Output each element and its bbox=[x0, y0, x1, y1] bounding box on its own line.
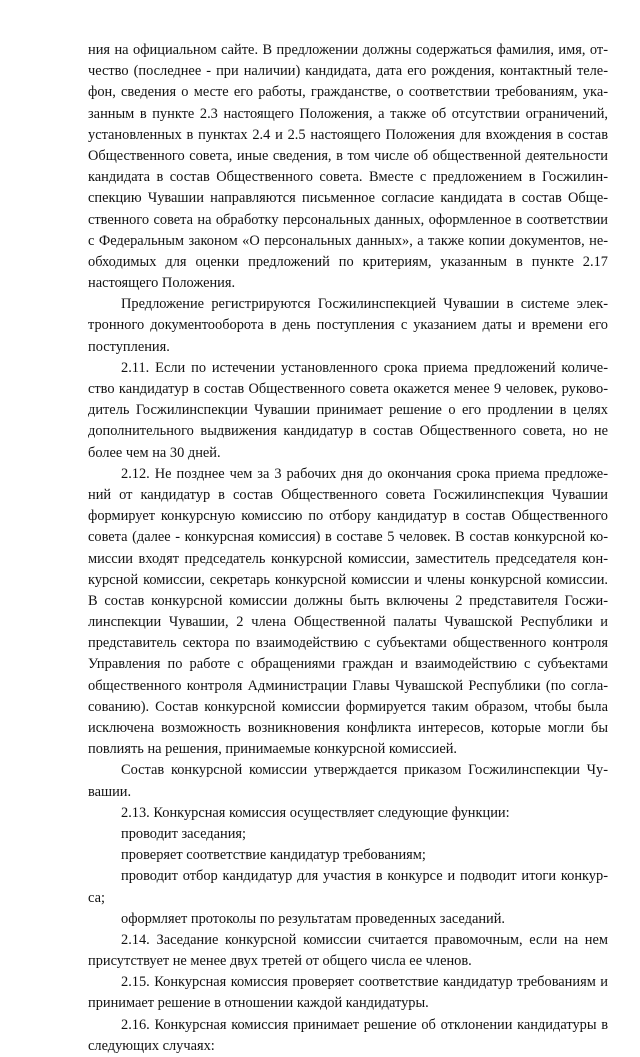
text-line: спекцию Чувашии направляются письменное согласие кандидата в состав Обще- bbox=[88, 190, 608, 207]
text-line: вашии. bbox=[88, 783, 132, 800]
text-line: Управления по работе с обращениями граждан и взаимодействию с субъектами bbox=[88, 656, 608, 673]
text-line: ственного совета на обработку персональных данных, оформленное в соответствии bbox=[88, 211, 608, 228]
text-line: курсной комиссии, секретарь конкурсной комиссии и члены конкурсной комиссии. bbox=[88, 571, 608, 588]
text-line: 2.11. Если по истечении установленного срока приема предложений количе- bbox=[121, 359, 608, 376]
text-line: линспекции Чувашии, 2 члена Общественной палаты Чувашской Республики и bbox=[88, 614, 608, 631]
text-line: занным в пункте 2.3 настоящего Положения, а также об отсутствии ограничений, bbox=[88, 105, 608, 122]
text-line: с Федеральным законом «О персональных данных», а также копии документов, не- bbox=[88, 232, 608, 249]
text-line: поступления. bbox=[88, 338, 170, 355]
document-body-text bbox=[88, 40, 608, 1057]
text-line: са; bbox=[88, 889, 105, 906]
text-line: миссии входят председатель конкурсной комиссии, заместитель председателя кон- bbox=[88, 550, 608, 567]
text-line: исключена возможность возникновения конфликта интересов, которые могли бы bbox=[88, 720, 608, 736]
text-line: 2.12. Не позднее чем за 3 рабочих дня до окончания срока приема предложе- bbox=[121, 465, 608, 482]
text-line: проводит заседания; bbox=[121, 825, 247, 842]
text-line: 2.14. Заседание конкурсной комиссии считается правомочным, если на нем bbox=[121, 931, 608, 948]
text-line: 2.15. Конкурсная комиссия проверяет соответствие кандидатур требованиям и bbox=[121, 974, 608, 991]
text-line: повлиять на решения, принимаемые конкурсной комиссией. bbox=[88, 741, 458, 758]
text-line: Общественного совета, иные сведения, в том числе об общественной деятельности bbox=[88, 147, 608, 164]
text-line: настоящего Положения. bbox=[88, 275, 236, 292]
text-line: ство кандидатур в состав Общественного совета окажется менее 9 человек, руково- bbox=[88, 381, 608, 397]
text-line: ний от кандидатур в состав Общественного совета Госжилинспекция Чувашии bbox=[88, 486, 608, 503]
text-line: представитель сектора по взаимодействию с субъектами общественного контроля bbox=[88, 635, 608, 652]
text-line: следующих случаях: bbox=[88, 1037, 215, 1054]
text-line: принимает решение в отношении каждой кандидатуры. bbox=[88, 995, 429, 1012]
text-line: тронного документооборота в день поступления с указанием даты и времени его bbox=[88, 317, 608, 334]
text-line: кандидата в состав Общественного совета. Вместе с предложением в Госжилин- bbox=[88, 169, 608, 186]
text-line: чество (последнее - при наличии) кандидата, дата его рождения, контактный теле- bbox=[88, 63, 608, 80]
text-line: совета (далее - конкурсная комиссия) в составе 5 человек. В состав конкурсной ко- bbox=[88, 529, 608, 546]
text-line: фон, сведения о месте его работы, гражданстве, о соответствии требованиям, ука- bbox=[88, 84, 608, 101]
text-line: установленных в пунктах 2.4 и 2.5 настоящего Положения для вхождения в состав bbox=[88, 126, 608, 143]
text-line: оформляет протоколы по результатам проведенных заседаний. bbox=[121, 910, 506, 927]
text-line: В состав конкурсной комиссии должны быть включены 2 представителя Госжи- bbox=[88, 592, 608, 609]
text-line: дитель Госжилинспекции Чувашии принимает решение о его продлении в целях bbox=[88, 402, 608, 419]
text-line: присутствует не менее двух третей от общего числа ее членов. bbox=[88, 953, 472, 970]
text-line: проверяет соответствие кандидатур требованиям; bbox=[121, 847, 426, 864]
text-line: дополнительного выдвижения кандидатур в состав Общественного совета, но не bbox=[88, 423, 608, 440]
text-line: обходимых для оценки предложений по критериям, указанным в пункте 2.17 bbox=[88, 253, 608, 270]
text-line: общественного контроля Администрации Главы Чувашской Республики (по согла- bbox=[88, 677, 608, 694]
text-line: сованию). Состав конкурсной комиссии формируется таким образом, чтобы была bbox=[88, 698, 608, 715]
text-line: 2.13. Конкурсная комиссия осуществляет следующие функции: bbox=[121, 804, 510, 821]
text-line: Предложение регистрируются Госжилинспекцией Чувашии в системе элек- bbox=[121, 296, 608, 313]
text-line: более чем на 30 дней. bbox=[88, 444, 221, 461]
text-line: Состав конкурсной комиссии утверждается приказом Госжилинспекции Чу- bbox=[121, 762, 608, 779]
text-line: проводит отбор кандидатур для участия в конкурсе и подводит итоги конкур- bbox=[121, 868, 608, 885]
text-line: 2.16. Конкурсная комиссия принимает решение об отклонении кандидатуры в bbox=[121, 1016, 608, 1033]
text-line: формирует конкурсную комиссию по отбору кандидатур в состав Общественного bbox=[88, 508, 608, 525]
text-line: ния на официальном сайте. В предложении должны содержаться фамилия, имя, от- bbox=[88, 42, 608, 58]
